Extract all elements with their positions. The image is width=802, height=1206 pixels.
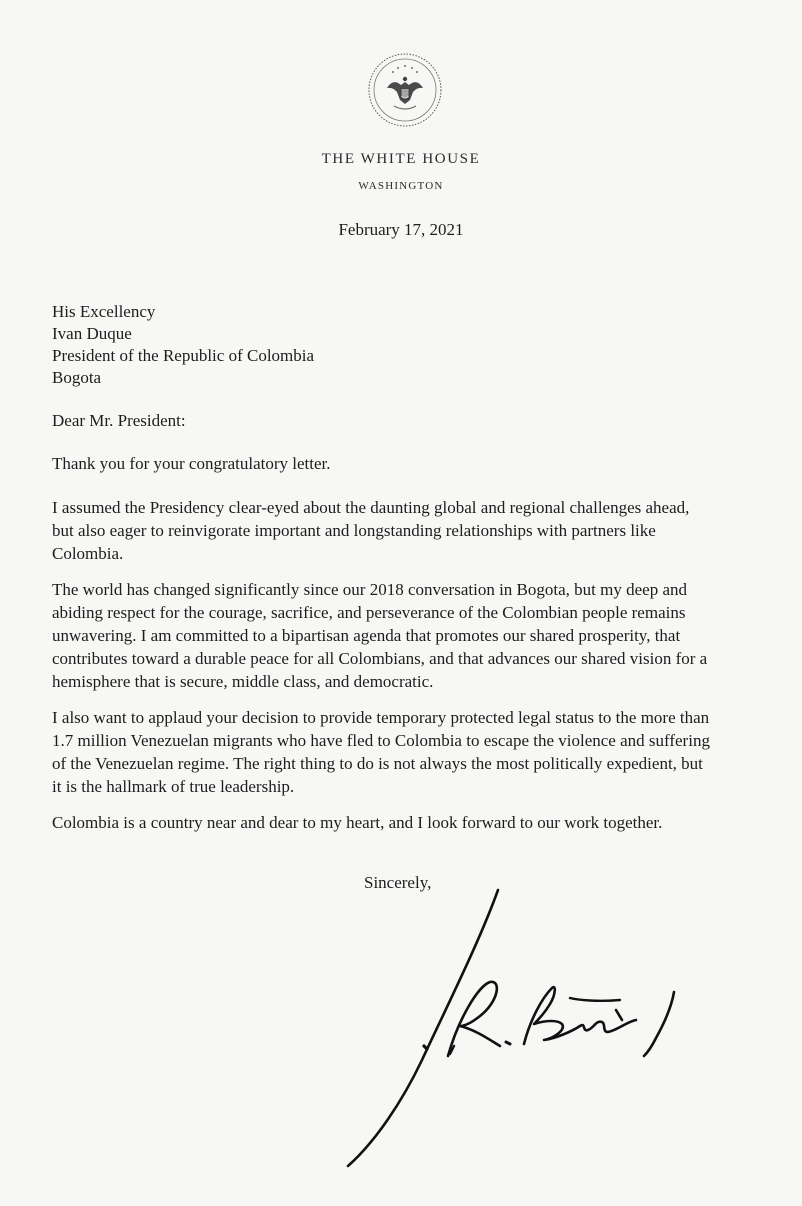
handwritten-signature — [330, 880, 700, 1170]
paragraph-line: contributes toward a durable peace for all Colombians, and that advances our shared vision for a — [52, 649, 708, 668]
paragraph-line: I also want to applaud your decision to provide temporary protected legal status to the more than — [52, 708, 710, 727]
paragraph-line: but also eager to reinvigorate important and longstanding relationships with partners like — [52, 521, 656, 540]
presidential-seal-icon — [367, 52, 443, 128]
paragraph — [52, 496, 754, 565]
recipient-line: His Excellency — [52, 302, 156, 321]
paragraph-line: abiding respect for the courage, sacrifice, and perseverance of the Colombian people remains — [52, 603, 686, 622]
paragraph-line: Thank you for your congratulatory letter. — [52, 454, 331, 473]
paragraph-line: it is the hallmark of true leadership. — [52, 777, 295, 796]
paragraph — [52, 811, 754, 834]
paragraph-line: of the Venezuelan regime. The right thing to do is not always the most politically expedient, but — [52, 754, 703, 773]
recipient-line: Ivan Duque — [52, 324, 132, 343]
paragraph-line: I assumed the Presidency clear-eyed about the daunting global and regional challenges ahead, — [52, 498, 690, 517]
letterhead-subtitle: WASHINGTON — [358, 180, 444, 192]
closing: Sincerely, — [364, 873, 432, 892]
recipient-line: President of the Republic of Colombia — [52, 346, 315, 365]
paragraph — [52, 452, 754, 475]
paragraph-line: Colombia. — [52, 544, 124, 563]
paragraph-line: hemisphere that is secure, middle class, and democratic. — [52, 672, 434, 691]
letterhead-title: THE WHITE HOUSE — [321, 151, 481, 167]
paragraph-line: 1.7 million Venezuelan migrants who have fled to Colombia to escape the violence and suffering — [52, 731, 710, 750]
paragraph-line: The world has changed significantly since our 2018 conversation in Bogota, but my deep and — [52, 580, 687, 599]
salutation: Dear Mr. President: — [52, 411, 186, 430]
paragraph-line: unwavering. I am committed to a bipartisan agenda that promotes our shared prosperity, that — [52, 626, 681, 645]
paragraph — [52, 706, 754, 798]
paragraph — [52, 578, 754, 693]
paragraph-line: Colombia is a country near and dear to my heart, and I look forward to our work together. — [52, 813, 663, 832]
recipient-line: Bogota — [52, 368, 102, 387]
letter-date: February 17, 2021 — [338, 220, 464, 239]
